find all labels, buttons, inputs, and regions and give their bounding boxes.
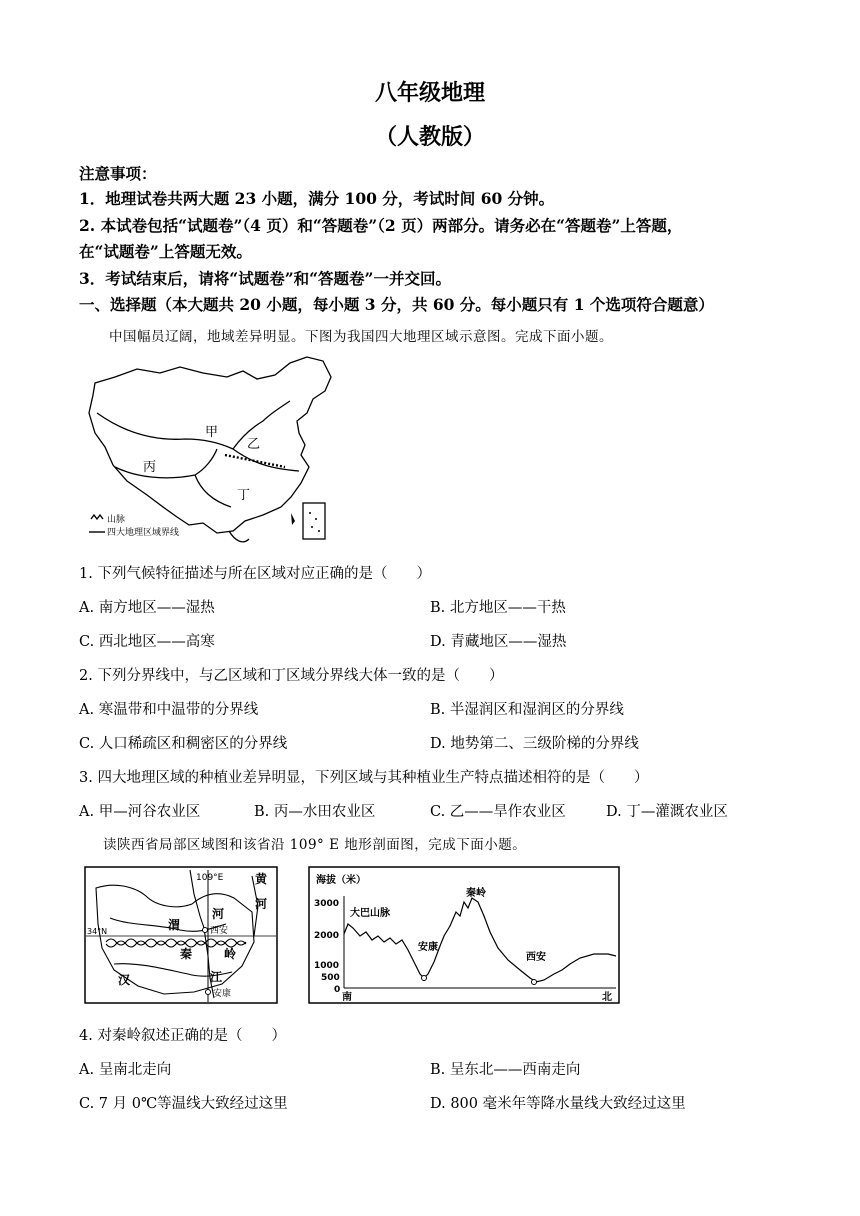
- label-daba: 大巴山脉: [350, 908, 390, 919]
- label-xian: 西安: [210, 926, 229, 936]
- xian-city-icon: [203, 928, 208, 933]
- latitude-label: 34°N: [87, 927, 108, 936]
- q4-option-c[interactable]: C. 7 月 0℃等温线大致经过这里: [79, 1096, 288, 1112]
- group2-intro: 读陕西省局部区域图和该省沿 109° E 地形剖面图，完成下面小题。: [103, 837, 527, 853]
- terrain-profile-chart: [308, 866, 620, 1004]
- page-title: 八年级地理: [374, 80, 485, 106]
- label-qin: 秦: [180, 947, 193, 961]
- ankang-city-icon: [206, 990, 211, 995]
- region-label-bing: 丙: [143, 460, 157, 475]
- profile-xian-point: [532, 980, 537, 985]
- label-wei: 渭: [168, 918, 181, 932]
- q4-option-b[interactable]: B. 呈东北——西南走向: [430, 1062, 581, 1078]
- label-profile-qinling: 秦岭: [466, 888, 486, 899]
- note-item-2-cont: 在“试题卷”上答题无效。: [79, 242, 252, 261]
- section-heading: 一、选择题（本大题共 20 小题，每小题 3 分，共 60 分。每小题只有 1 个选项符合题意）: [79, 295, 714, 314]
- group1-intro: 中国幅员辽阔，地域差异明显。下图为我国四大地理区域示意图。完成下面小题。: [109, 329, 613, 345]
- china-regions-map: [85, 355, 335, 550]
- q2-option-d[interactable]: D. 地势第二、三级阶梯的分界线: [430, 736, 639, 752]
- q1-option-b[interactable]: B. 北方地区——干热: [430, 600, 566, 616]
- q2-option-a[interactable]: A. 寒温带和中温带的分界线: [79, 702, 259, 718]
- profile-ylabel: 海拔（米）: [316, 875, 366, 886]
- q4-option-d[interactable]: D. 800 毫米年等降水量线大致经过这里: [430, 1096, 686, 1112]
- profile-ankang-point: [422, 976, 427, 981]
- label-he: 河: [212, 907, 225, 921]
- ytick-1000: 1000: [314, 961, 340, 971]
- q1-option-d[interactable]: D. 青藏地区——湿热: [430, 634, 567, 650]
- mountain-legend-icon: [91, 515, 103, 519]
- q1-option-c[interactable]: C. 西北地区——高寒: [79, 634, 215, 650]
- q3-stem: 3. 四大地理区域的种植业差异明显，下列区域与其种植业生产特点描述相符的是（ ）: [79, 770, 649, 786]
- ytick-3000: 3000: [314, 899, 340, 909]
- ytick-0: 0: [334, 985, 341, 995]
- q2-stem: 2. 下列分界线中，与乙区域和丁区域分界线大体一致的是（ ）: [79, 668, 504, 684]
- region-label-ding: 丁: [237, 488, 251, 503]
- ytick-2000: 2000: [314, 931, 340, 941]
- legend-mountain: 山脉: [107, 515, 126, 525]
- ytick-500: 500: [321, 973, 340, 983]
- q4-option-a[interactable]: A. 呈南北走向: [79, 1062, 172, 1078]
- label-profile-ankang: 安康: [418, 942, 438, 953]
- note-item-1: 1．地理试卷共两大题 23 小题，满分 100 分，考试时间 60 分钟。: [79, 189, 555, 208]
- q3-option-a[interactable]: A. 甲—河谷农业区: [79, 804, 201, 820]
- notes-heading: 注意事项：: [79, 164, 157, 183]
- q1-stem: 1. 下列气候特征描述与所在区域对应正确的是（ ）: [79, 566, 431, 582]
- label-south: 南: [342, 992, 352, 1003]
- legend-boundary: 四大地理区域界线: [107, 528, 180, 538]
- region-label-yi: 乙: [247, 437, 261, 452]
- q3-option-b[interactable]: B. 丙—水田农业区: [254, 804, 376, 820]
- q4-stem: 4. 对秦岭叙述正确的是（ ）: [79, 1028, 286, 1044]
- note-item-3: 3．考试结束后，请将“试题卷”和“答题卷”一并交回。: [79, 269, 451, 288]
- label-he-right: 河: [255, 897, 268, 911]
- q2-option-b[interactable]: B. 半湿润区和湿润区的分界线: [430, 702, 624, 718]
- label-huang: 黄: [255, 872, 268, 886]
- meridian-label: 109°E: [196, 873, 224, 883]
- label-han: 汉: [118, 973, 131, 987]
- label-ankang: 安康: [213, 989, 232, 999]
- q3-option-c[interactable]: C. 乙——旱作农业区: [430, 804, 566, 820]
- note-item-2: 2. 本试卷包括“试题卷”（4 页）和“答题卷”（2 页）两部分。请务必在“答题卷”上答题，: [79, 216, 683, 235]
- q2-option-c[interactable]: C. 人口稀疏区和稠密区的分界线: [79, 736, 288, 752]
- label-jiang: 江: [210, 970, 223, 984]
- q1-option-a[interactable]: A. 南方地区——湿热: [79, 600, 215, 616]
- label-ling: 岭: [224, 947, 237, 961]
- label-profile-xian: 西安: [526, 952, 546, 963]
- label-north: 北: [602, 992, 612, 1003]
- q3-option-d[interactable]: D. 丁—灌溉农业区: [606, 804, 728, 820]
- region-label-jia: 甲: [205, 425, 219, 440]
- shaanxi-map: [84, 866, 278, 1004]
- page-subtitle: （人教版）: [374, 124, 485, 150]
